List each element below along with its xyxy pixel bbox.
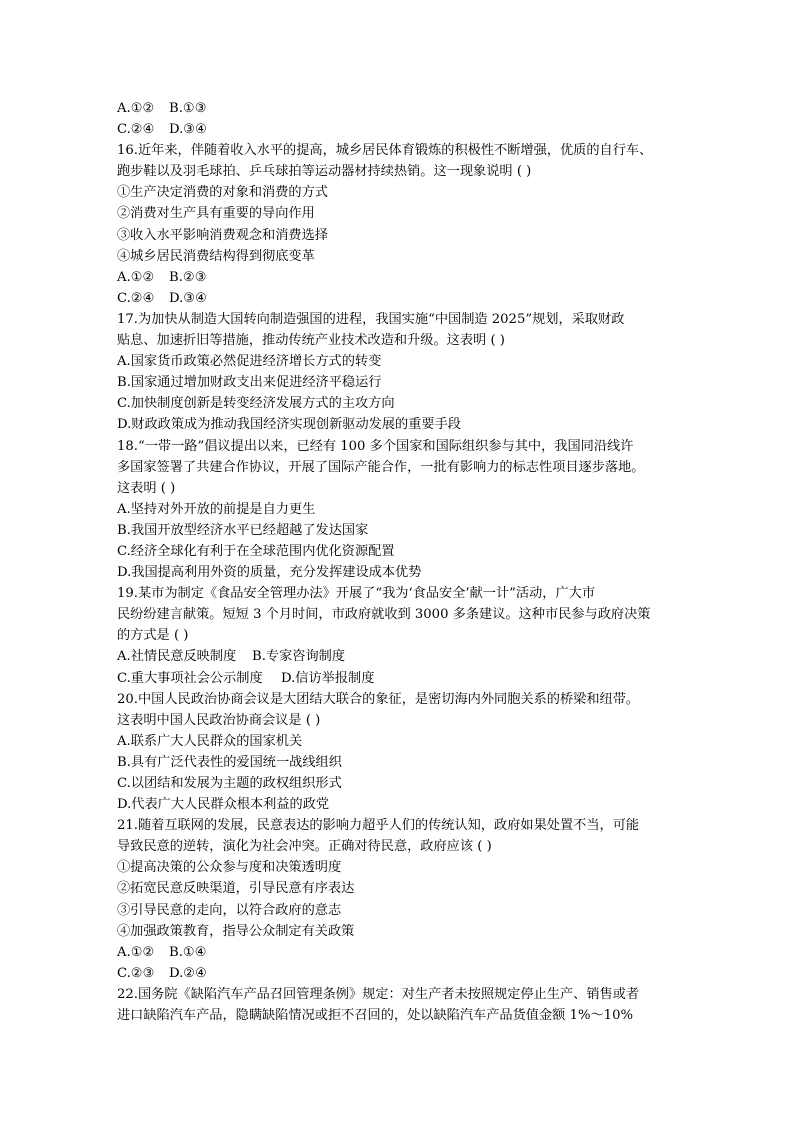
q19-option-row: [117, 668, 687, 689]
q20-option-d: D.代表广大人民群众根本利益的政党: [117, 797, 330, 813]
q16-option-row: [117, 288, 687, 309]
q16-item: ②消费对生产具有重要的导向作用: [117, 206, 315, 222]
q21-item: ④加强政策教育，指导公众制定有关政策: [117, 923, 355, 939]
q15-option-row: [117, 98, 687, 119]
q21-option-row: [117, 963, 687, 984]
q18-option-a: A.坚持对外开放的前提是自力更生: [117, 501, 316, 517]
q17-option-d: D.财政政策成为推动我国经济实现创新驱动发展的重要手段: [117, 417, 461, 433]
q17-option-b: B.国家通过增加财政支出来促进经济平稳运行: [117, 375, 382, 391]
q20-stem-line: 20.中国人民政治协商会议是大团结大联合的象征，是密切海内外同胞关系的桥梁和纽带。: [117, 691, 640, 707]
q18-option-d: D.我国提高利用外资的质量，充分发挥建设成本优势: [117, 565, 422, 581]
q16-option-d: D.③④: [169, 290, 207, 306]
q20-option-a: A.联系广大人民群众的国家机关: [117, 733, 303, 749]
q21-stem-line: 导致民意的逆转，演化为社会冲突。正确对待民意，政府应该 ( ): [117, 839, 492, 855]
q17-option-a: A.国家货币政策必然促进经济增长方式的转变: [117, 354, 382, 370]
q21-option-row: [117, 942, 687, 963]
q18-stem-line: 这表明 ( ): [117, 480, 176, 496]
q16-option-row: [117, 267, 687, 288]
q21-option-b: B.①④: [169, 944, 207, 960]
q16-stem-line: 16.近年来，伴随着收入水平的提高，城乡居民体育锻炼的积极性不断增强，优质的自行车、: [117, 143, 653, 159]
q17-option-c: C.加快制度创新是转变经济发展方式的主攻方向: [117, 396, 395, 412]
q15-option-a: A.①②: [117, 101, 155, 116]
q22-stem-line: 22.国务院《缺陷汽车产品召回管理条例》规定：对生产者未按照规定停止生产、销售或者: [117, 986, 640, 1002]
q15-option-d: D.③④: [169, 122, 207, 138]
q17-stem-line: 贴息、加速折旧等措施，推动传统产业技术改造和升级。这表明 ( ): [117, 333, 505, 349]
q19-stem-line: 的方式是 ( ): [117, 628, 189, 644]
q19-option-row: [117, 646, 687, 667]
q20-option-b: B.具有广泛代表性的爱国统一战线组织: [117, 754, 342, 770]
q15-option-b: B.①③: [169, 101, 207, 116]
q18-option-b: B.我国开放型经济水平已经超越了发达国家: [117, 522, 369, 538]
q18-stem-line: 多国家签署了共建合作协议，开展了国际产能合作，一批有影响力的标志性项目逐步落地。: [117, 459, 645, 475]
q21-option-a: A.①②: [117, 944, 155, 960]
q16-item: ④城乡居民消费结构得到彻底变革: [117, 248, 315, 264]
q19-stem-line: 19.某市为制定《食品安全管理办法》开展了“我为‘食品安全’献一计”活动，广大市: [117, 586, 596, 602]
q16-option-b: B.②③: [169, 269, 207, 285]
q19-option-c: C.重大事项社会公示制度: [117, 670, 263, 686]
q21-stem-line: 21.随着互联网的发展，民意表达的影响力超乎人们的传统认知，政府如果处置不当，可能: [117, 818, 640, 834]
exam-page: [117, 98, 687, 1026]
q19-option-d: D.信访举报制度: [281, 670, 375, 686]
q16-item: ③收入水平影响消费观念和消费选择: [117, 227, 328, 243]
q20-stem-line: 这表明中国人民政治协商会议是 ( ): [117, 712, 321, 728]
q21-item: ①提高决策的公众参与度和决策透明度: [117, 860, 342, 876]
q18-option-c: C.经济全球化有利于在全球范围内优化资源配置: [117, 543, 395, 559]
q16-option-c: C.②④: [117, 290, 155, 306]
q21-option-c: C.②③: [117, 965, 155, 981]
q19-option-a: A.社情民意反映制度: [117, 649, 237, 665]
q16-stem-line: 跑步鞋以及羽毛球拍、乒乓球拍等运动器材持续热销。这一现象说明 ( ): [117, 164, 532, 180]
q20-option-c: C.以团结和发展为主题的政权组织形式: [117, 776, 342, 791]
q21-item: ②拓宽民意反映渠道，引导民意有序表达: [117, 881, 355, 897]
q22-stem-line: 进口缺陷汽车产品，隐瞒缺陷情况或拒不召回的，处以缺陷汽车产品货值金额 1%～10%: [117, 1008, 633, 1024]
q19-option-b: B.专家咨询制度: [252, 649, 346, 665]
q18-stem-line: 18.“一带一路”倡议提出以来，已经有 100 多个国家和国际组织参与其中，我国同沿线许: [117, 438, 634, 454]
q21-item: ③引导民意的走向，以符合政府的意志: [117, 902, 342, 918]
q21-option-d: D.②④: [169, 965, 207, 981]
q16-option-a: A.①②: [117, 269, 155, 285]
q16-item: ①生产决定消费的对象和消费的方式: [117, 185, 328, 201]
q15-option-c: C.②④: [117, 122, 155, 138]
q19-stem-line: 民纷纷建言献策。短短 3 个月时间，市政府就收到 3000 多条建议。这种市民参与政府决策: [117, 607, 651, 623]
q15-option-row: [117, 119, 687, 140]
q17-stem-line: 17.为加快从制造大国转向制造强国的进程，我国实施“中国制造 2025”规划，采取财政: [117, 311, 625, 327]
